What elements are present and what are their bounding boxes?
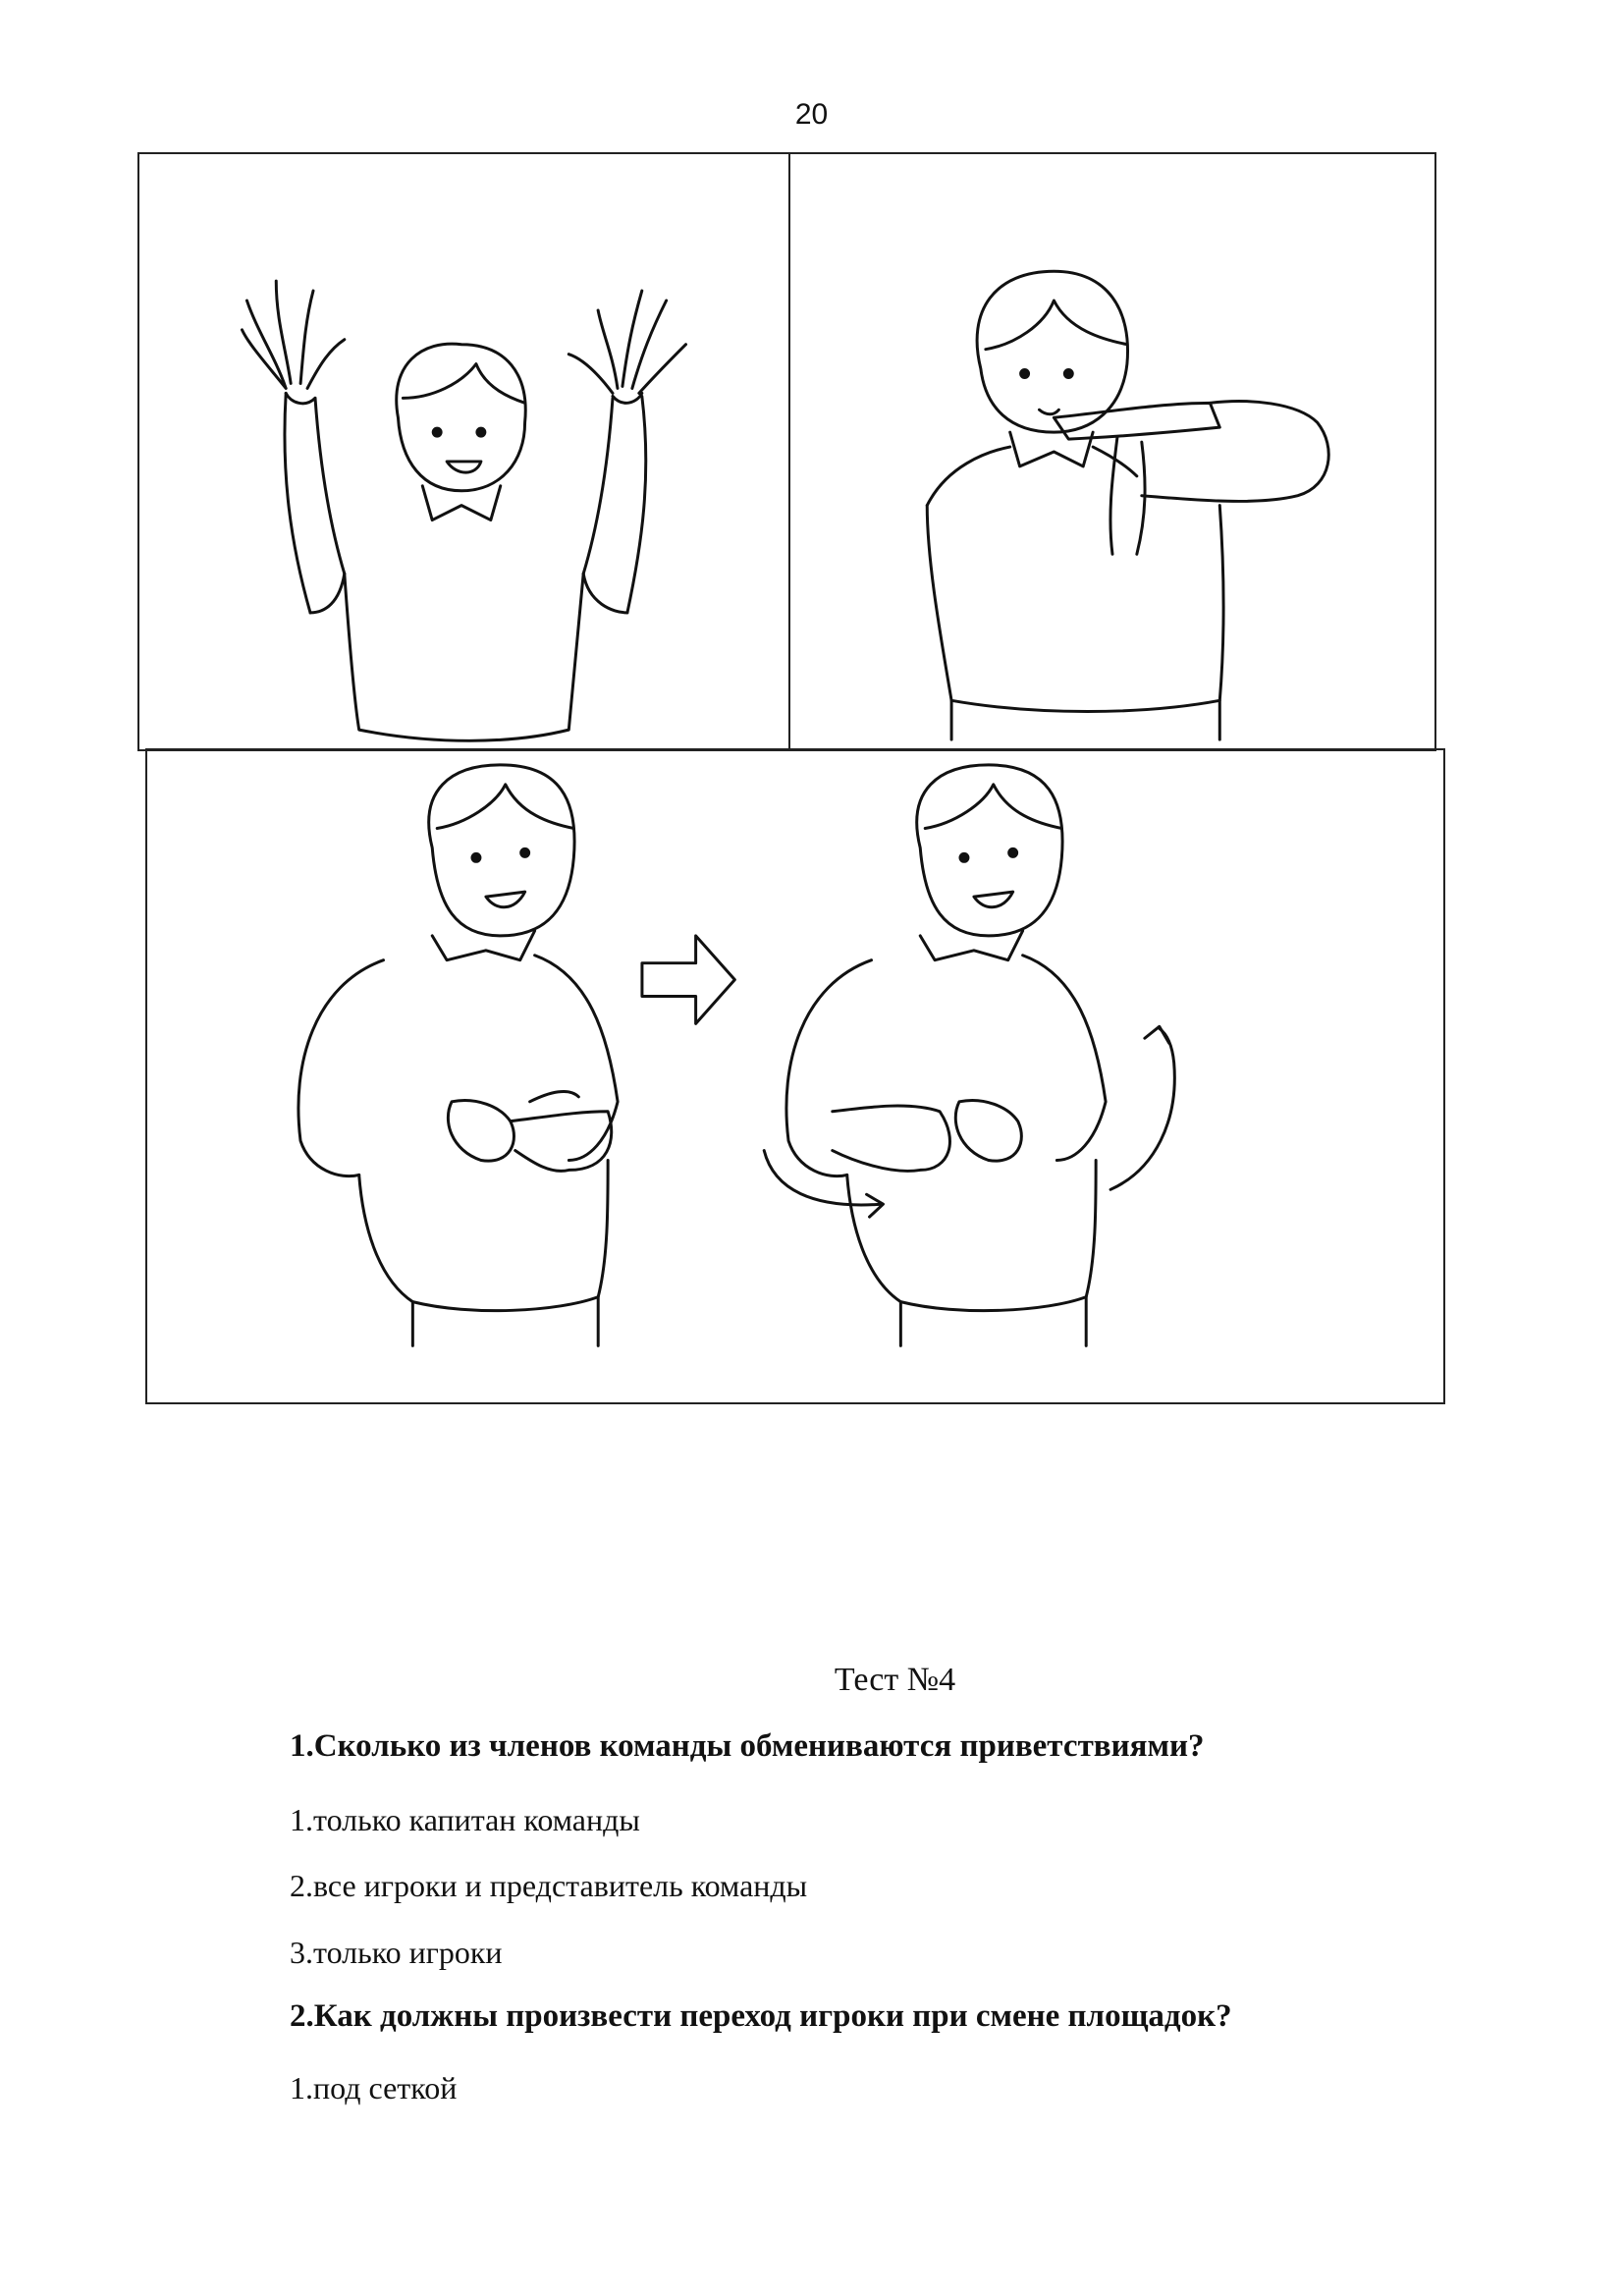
rotation-arrow-left-icon [764, 1151, 881, 1205]
illustration-rolling-arms [145, 748, 1445, 1404]
question-2: 2.Как должны произвести переход игроки при смене площадок? [290, 1998, 1232, 2034]
illustration-arms-raised [137, 152, 790, 751]
question-1-option-3: 3.только игроки [290, 1935, 503, 1970]
rolling-arms-drawing [147, 750, 1443, 1402]
time-out-drawing [790, 154, 1434, 749]
person-two [786, 765, 1106, 1345]
right-arrow-icon [642, 936, 734, 1023]
rotation-arrow-right-icon [1110, 1028, 1174, 1189]
arms-raised-drawing [139, 154, 788, 749]
illustration-time-out [788, 152, 1436, 751]
question-1-option-2: 2.все игроки и представитель команды [290, 1868, 808, 1903]
page-number: 20 [794, 98, 829, 131]
person-one [298, 765, 618, 1345]
question-1: 1.Сколько из членов команды обмениваются приветствиями? [290, 1728, 1205, 1764]
question-2-option-1: 1.под сеткой [290, 2070, 458, 2105]
test-title: Тест №4 [834, 1662, 956, 1698]
question-1-option-1: 1.только капитан команды [290, 1802, 640, 1837]
